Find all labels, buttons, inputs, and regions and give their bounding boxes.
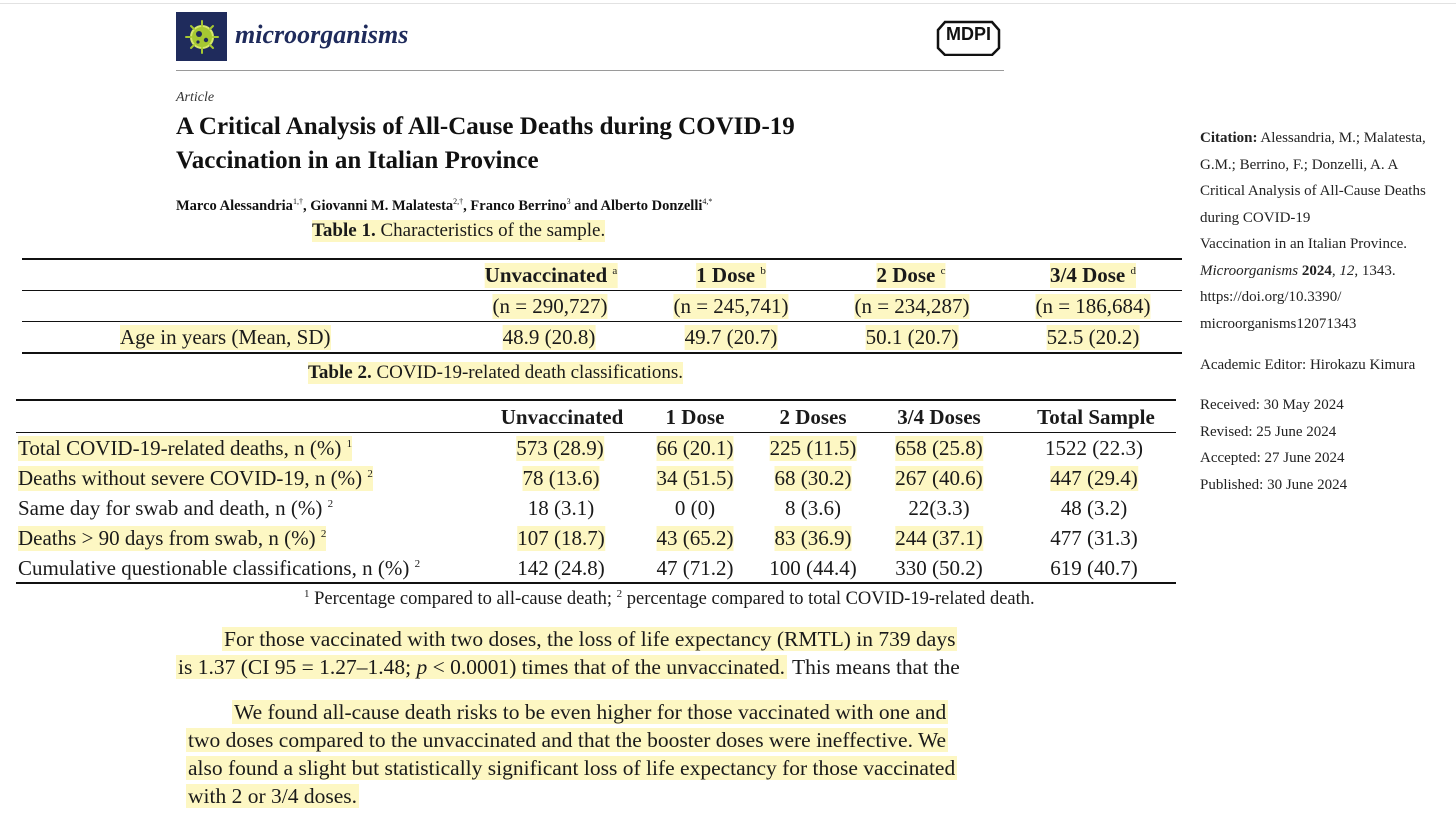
table2-cell: 22(3.3)	[908, 496, 970, 520]
table2-bottom-rule	[16, 582, 1176, 584]
table1-bottom-rule	[22, 352, 1182, 354]
top-border	[0, 3, 1456, 4]
table2-cell: 47 (71.2)	[656, 556, 734, 580]
publisher-logo	[935, 18, 1002, 56]
table2-cell: 447 (29.4)	[1050, 466, 1138, 490]
author-name: Alberto Donzelli	[600, 197, 703, 214]
table2-cell: 18 (3.1)	[527, 496, 595, 520]
article-title	[176, 110, 996, 178]
microbe-icon	[182, 17, 222, 57]
author-affiliation: 1,†	[292, 197, 303, 206]
table2-col-header: Unvaccinated	[500, 405, 624, 429]
date-revised: Revised: 25 June 2024	[1200, 423, 1337, 440]
table2-cell: 142 (24.8)	[517, 556, 605, 580]
author-list	[176, 197, 712, 215]
author-affiliation: 2,†	[453, 197, 464, 206]
table2-col-header: 1 Dose	[665, 405, 725, 429]
table2-caption-text: COVID-19-related death classifications.	[371, 362, 684, 383]
table1-cell: 48.9 (20.8)	[502, 325, 596, 349]
citation-line: Critical Analysis of All-Cause Deaths	[1200, 183, 1426, 199]
table2-cell: 573 (28.9)	[516, 436, 604, 460]
table1-col-header: 3/4 Dose $^d$	[1050, 263, 1136, 287]
table2-row-label: Deaths without severe COVID-19, n (%) $^2$	[18, 466, 373, 490]
citation-doi-link[interactable]: microorganisms12071343	[1200, 315, 1357, 332]
date-published: Published: 30 June 2024	[1200, 476, 1348, 493]
table2-cell: 34 (51.5)	[656, 466, 734, 490]
citation-line: G.M.; Berrino, F.; Donzelli, A. A	[1200, 156, 1399, 173]
table1-row-label: Age in years (Mean, SD)	[120, 325, 331, 349]
table1-n-cell: (n = 245,741)	[673, 294, 789, 318]
table2-cell: 43 (65.2)	[656, 526, 734, 550]
table1-top-rule	[22, 258, 1182, 260]
table1-caption-label: Table 1.	[312, 220, 376, 241]
academic-editor: Academic Editor: Hirokazu Kimura	[1200, 357, 1416, 373]
table2-col-header: 2 Doses	[779, 405, 847, 429]
author-name: Giovanni M. Malatesta	[310, 197, 454, 214]
table2-cell: 100 (44.4)	[769, 556, 857, 580]
title-line-2: Vaccination in an Italian Province	[176, 147, 539, 174]
title-line-1: A Critical Analysis of All-Cause Deaths during COVID-19	[176, 113, 795, 140]
table2-footnote: $^1$ Percentage compared to all-cause death; $^2$ percentage compared to total COVID-19-related death.	[304, 588, 1035, 610]
table2-col-header: Total Sample	[1037, 405, 1155, 429]
table2-cell: 477 (31.3)	[1050, 526, 1138, 550]
table2-cell: 1522 (22.3)	[1045, 436, 1143, 460]
para1-line-2: is 1.37 (CI 95 = 1.27–1.48; p < 0.0001) times that of the unvaccinated.	[178, 655, 786, 679]
para2-line: also found a slight but statistically significant loss of life expectancy for those vaccinated	[188, 756, 956, 780]
body-paragraph-1	[176, 625, 960, 681]
journal-logo	[176, 12, 227, 61]
body-paragraph-2	[186, 698, 957, 810]
table2-cell: 66 (20.1)	[656, 436, 734, 460]
table1-header-rule	[22, 290, 1182, 291]
para1-line-1: For those vaccinated with two doses, the loss of life expectancy (RMTL) in 739 days	[224, 627, 956, 651]
table1-col-header: Unvaccinated $^a$	[484, 263, 618, 287]
table1-n-cell: (n = 234,287)	[854, 294, 970, 318]
author-sep: ,	[302, 197, 311, 214]
table2-cell: 658 (25.8)	[895, 436, 983, 460]
table1-cell: 49.7 (20.7)	[684, 325, 778, 349]
table2-cell: 48 (3.2)	[1060, 496, 1128, 520]
journal-name: microorganisms	[235, 20, 409, 49]
table2-caption	[308, 362, 683, 384]
table2-cell: 78 (13.6)	[522, 466, 600, 490]
para2-line: two doses compared to the unvaccinated and that the booster doses were ineffective. We	[188, 728, 947, 752]
para2-line: We found all-cause death risks to be even higher for those vaccinated with one and	[234, 700, 947, 724]
para1-line-2-tail: This means that the	[787, 655, 960, 679]
table2-cell: 83 (36.9)	[774, 526, 852, 550]
table2-cell: 68 (30.2)	[774, 466, 852, 490]
citation-block: Citation: Alessandria, M.; Malatesta, G.M.; Berrino, F.; Donzelli, A. A Critical Analysis of All-Cause Deaths during COVID-19 Vaccination in an Italian Province. Microorganisms 2024, 12, 1343. https://doi.org/10.3390/ microorganisms12071343	[1200, 125, 1426, 337]
author-sep: ,	[463, 197, 471, 214]
table2-row-label: Same day for swab and death, n (%) $^2$	[18, 496, 334, 520]
table2-header-rule	[16, 432, 1176, 433]
date-received: Received: 30 May 2024	[1200, 397, 1344, 413]
table2-cell: 267 (40.6)	[895, 466, 983, 490]
table1-col-header: 1 Dose $^b$	[696, 263, 766, 287]
table1-mid-rule	[22, 321, 1182, 322]
table1-cell: 50.1 (20.7)	[865, 325, 959, 349]
table2-col-header: 3/4 Doses	[897, 405, 981, 429]
table1-col-header: 2 Dose $^c$	[876, 263, 946, 287]
article-type: Article	[176, 90, 215, 105]
table2-cell: 107 (18.7)	[517, 526, 605, 550]
date-accepted: Accepted: 27 June 2024	[1200, 450, 1345, 466]
publication-dates	[1200, 392, 1347, 498]
table2-cell: 225 (11.5)	[769, 436, 857, 460]
table1-caption-text: Characteristics of the sample.	[375, 220, 606, 241]
author-affiliation: 4,*	[702, 197, 713, 206]
citation-label: Citation:	[1200, 130, 1258, 146]
publisher-name: MDPI	[946, 24, 991, 44]
table1-cell: 52.5 (20.2)	[1046, 325, 1140, 349]
citation-doi-link[interactable]: https://doi.org/10.3390/	[1200, 289, 1342, 305]
table2-row-label: Deaths > 90 days from swab, n (%) $^2$	[18, 526, 327, 550]
header-rule	[176, 70, 1004, 71]
table2-cell: 244 (37.1)	[895, 526, 983, 550]
table1-caption	[312, 220, 605, 242]
citation-source: Microorganisms 2024, 12, 1343.	[1200, 262, 1396, 279]
table2-cell: 330 (50.2)	[895, 556, 983, 580]
table2-cell: 619 (40.7)	[1050, 556, 1138, 580]
para2-line: with 2 or 3/4 doses.	[188, 784, 358, 808]
table2-row-label: Total COVID-19-related deaths, n (%) $^1$	[18, 436, 353, 460]
table1-n-cell: (n = 186,684)	[1035, 294, 1151, 318]
table2-cell: 0 (0)	[674, 496, 716, 520]
author-affiliation: 3	[566, 197, 571, 206]
table2-cell: 8 (3.6)	[785, 496, 841, 520]
author-name: Marco Alessandria	[176, 197, 293, 214]
table2-top-rule	[16, 399, 1176, 401]
author-name: Franco Berrino	[470, 197, 567, 214]
author-and: and	[570, 197, 601, 214]
citation-line: Vaccination in an Italian Province.	[1200, 236, 1408, 252]
table1-n-cell: (n = 290,727)	[492, 294, 608, 318]
table2-row-label: Cumulative questionable classifications, n (%) $^2$	[18, 556, 421, 580]
table2-caption-label: Table 2.	[308, 362, 372, 383]
citation-line: during COVID-19	[1200, 209, 1311, 226]
